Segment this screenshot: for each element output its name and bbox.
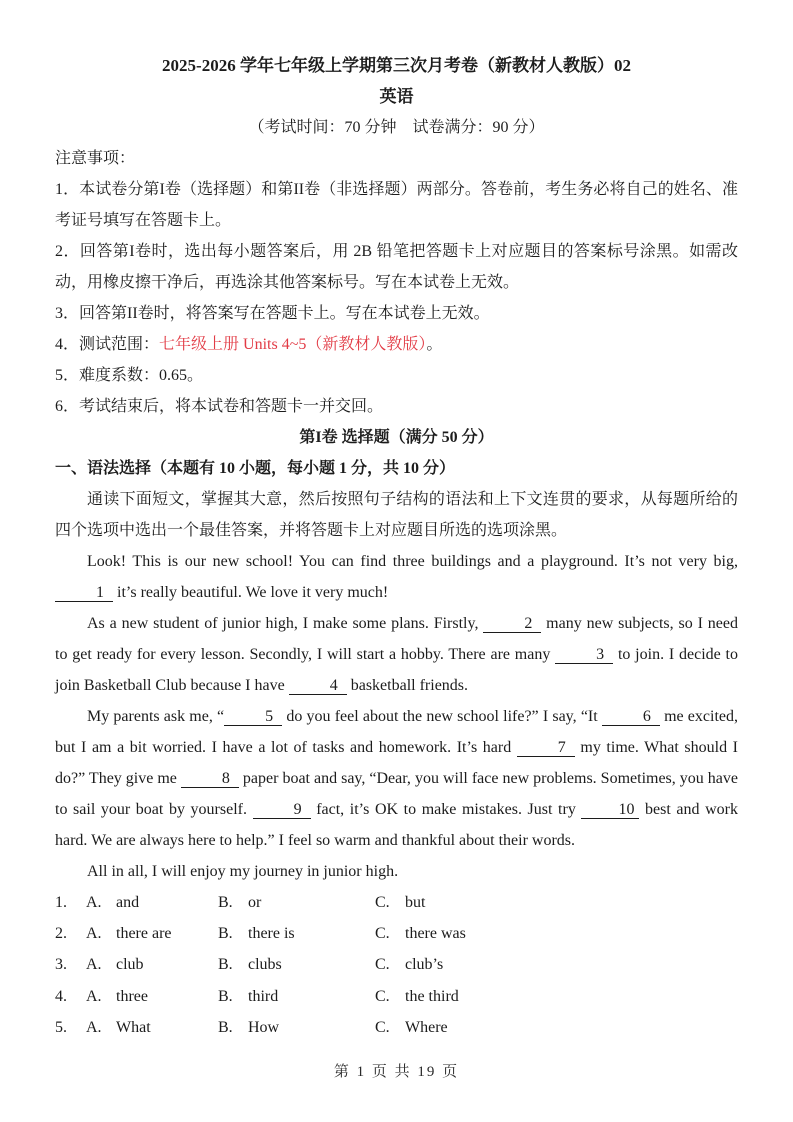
- question-1-number: 1.: [55, 894, 67, 911]
- passage-paragraph-2: As a new student of junior high, I make some plans. Firstly, 2 many new subjects, so I need to get ready for every lesson. Secondly, I will start a hobby. There are many 3 to join. I decide to join Basketball Club because I have 4 basketball friends.: [55, 615, 739, 694]
- option-c-label: C.: [375, 1018, 390, 1036]
- option-c-text: the third: [405, 987, 459, 1005]
- question-row-1: [55, 887, 738, 918]
- notice-item-2: 2．回答第I卷时，选出每小题答案后，用 2B 铅笔把答题卡上对应题目的答案标号涂黑。如需改动，用橡皮擦干净后，再选涂其他答案标号。写在本试卷上无效。: [55, 243, 738, 291]
- option-c-label: C.: [375, 987, 390, 1005]
- option-b-text: third: [248, 987, 279, 1005]
- question-5-option-c: [375, 1012, 738, 1043]
- exam-title: 2025-2026 学年七年级上学期第三次月考卷（新教材人教版）02: [162, 56, 631, 75]
- question-5-option-b: [218, 1012, 375, 1043]
- option-b-text: How: [248, 1018, 280, 1036]
- question-1-option-c: [375, 887, 738, 918]
- option-b-label: B.: [218, 1018, 233, 1036]
- option-b-label: B.: [218, 956, 233, 974]
- section1-intro: 通读下面短文，掌握其大意，然后按照句子结构的语法和上下文连贯的要求，从每题所给的四个选项中选出一个最佳答案，并将答题卡上对应题目所选的选项涂黑。: [55, 491, 738, 539]
- question-2-option-a: [55, 918, 218, 949]
- option-a-text: there are: [116, 925, 172, 943]
- page-footer: 第 1 页 共 19 页: [333, 1064, 460, 1081]
- notice-4-test-scope: 七年级上册 Units 4~5（新教材人教版）: [159, 336, 427, 353]
- part1-heading: 第I卷 选择题（满分 50 分）: [299, 429, 494, 446]
- option-c-text: club’s: [405, 956, 444, 974]
- option-a-label: A.: [86, 925, 102, 943]
- question-4-option-c: [375, 981, 738, 1012]
- option-b-label: B.: [218, 925, 233, 943]
- question-row-5: [55, 1012, 738, 1043]
- option-a-text: What: [116, 1018, 151, 1036]
- answer-blank-2: 2: [483, 615, 541, 633]
- option-a-label: A.: [86, 1018, 102, 1036]
- answer-blank-6: 6: [602, 708, 660, 726]
- question-2-option-b: [218, 918, 375, 949]
- option-b-text: clubs: [248, 956, 282, 974]
- answer-blank-3: 3: [555, 646, 613, 664]
- notice-item-3: 3．回答第II卷时，将答案写在答题卡上。写在本试卷上无效。: [55, 305, 490, 322]
- option-a-text: three: [116, 987, 148, 1005]
- question-4-option-a: [55, 981, 218, 1012]
- option-c-text: but: [405, 894, 426, 911]
- option-b-label: B.: [218, 987, 233, 1005]
- option-a-label: A.: [86, 894, 102, 911]
- question-2-number: 2.: [55, 925, 67, 943]
- notice-4-suffix: 。: [426, 336, 443, 353]
- option-a-label: A.: [86, 987, 102, 1005]
- option-c-label: C.: [375, 925, 390, 943]
- option-c-label: C.: [375, 956, 390, 974]
- answer-blank-4: 4: [289, 677, 347, 695]
- option-b-text: or: [248, 894, 262, 911]
- option-c-label: C.: [375, 894, 390, 911]
- notice-item-1: 1．本试卷分第I卷（选择题）和第II卷（非选择题）两部分。答卷前，考生务必将自己的姓名、准考证号填写在答题卡上。: [55, 181, 738, 229]
- answer-blank-8: 8: [181, 770, 239, 788]
- option-b-text: there is: [248, 925, 295, 943]
- question-1-option-b: [218, 887, 375, 918]
- question-3-option-a: [55, 949, 218, 980]
- notice-item-5: 5．难度系数：0.65。: [55, 367, 204, 384]
- answer-blank-7: 7: [517, 739, 575, 757]
- question-row-4: [55, 981, 738, 1012]
- question-4-option-b: [218, 981, 375, 1012]
- question-3-option-c: [375, 949, 738, 980]
- section1-heading: 一、语法选择（本题有 10 小题，每小题 1 分，共 10 分）: [55, 460, 456, 477]
- question-row-3: [55, 949, 738, 980]
- passage-paragraph-4: All in all, I will enjoy my journey in junior high.: [87, 863, 399, 880]
- option-a-label: A.: [86, 956, 102, 974]
- notice-4-prefix: 4．测试范围：: [55, 336, 160, 353]
- question-3-number: 3.: [55, 956, 67, 974]
- passage-paragraph-1: Look! This is our new school! You can find three buildings and a playground. It’s not very big, 1 it’s really beautiful. We love it very much!: [55, 546, 738, 608]
- exam-info: （考试时间：70 分钟 试卷满分：90 分）: [248, 119, 545, 136]
- notice-item-4: [55, 329, 738, 360]
- answer-blank-5: 5: [224, 708, 282, 726]
- exam-subject: 英语: [379, 87, 414, 106]
- question-1-option-a: [55, 887, 218, 918]
- question-3-option-b: [218, 949, 375, 980]
- question-5-option-a: [55, 1012, 218, 1043]
- notices-heading: 注意事项：: [55, 150, 136, 167]
- notice-item-6: 6．考试结束后，将本试卷和答题卡一并交回。: [55, 398, 384, 415]
- option-b-label: B.: [218, 894, 233, 911]
- answer-blank-9: 9: [253, 801, 311, 819]
- option-c-text: Where: [405, 1018, 448, 1036]
- passage-paragraph-3: My parents ask me, “ 5 do you feel about the new school life?” I say, “It 6 me excited, but I am a bit worried. I have a lot of tasks and homework. It’s hard 7 my time. What should I do?” They give me 8 paper boat and say, “Dear, you will face new problems. Sometimes, you have to sail your boat by yourself. 9 fact, it’s OK to make mistakes. Just try 10 best and work hard. We are always here to help.” I feel so warm and thankful about their words.: [55, 708, 739, 849]
- question-row-2: [55, 918, 738, 949]
- question-2-option-c: [375, 918, 738, 949]
- option-a-text: and: [116, 894, 140, 911]
- question-4-number: 4.: [55, 987, 67, 1005]
- question-5-number: 5.: [55, 1018, 67, 1036]
- answer-blank-10: 10: [581, 801, 639, 819]
- option-c-text: there was: [405, 925, 466, 943]
- answer-blank-1: 1: [55, 584, 113, 602]
- option-a-text: club: [116, 956, 144, 974]
